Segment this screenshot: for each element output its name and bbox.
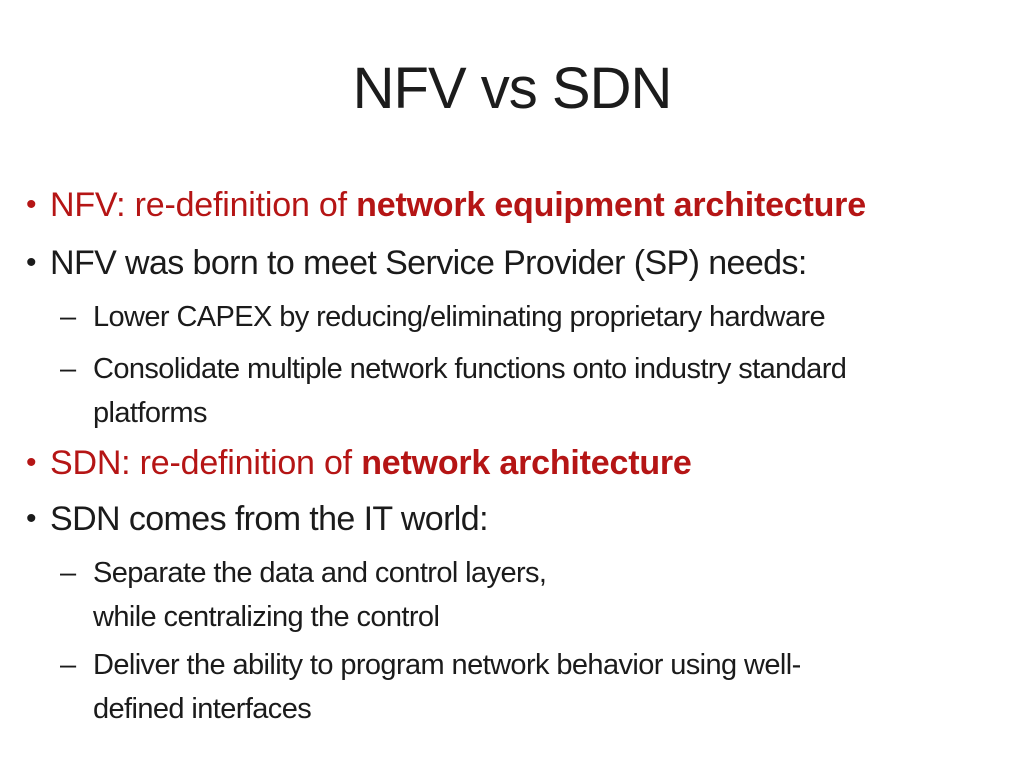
bullet-text	[50, 183, 866, 227]
bullet-text	[93, 551, 546, 639]
bullet-dot-marker: •	[26, 187, 37, 221]
bullet-dot-marker: •	[26, 445, 37, 479]
text-segment: Consolidate multiple network functions onto industry standard	[93, 352, 847, 385]
text-segment: Deliver the ability to program network behavior using well-	[93, 648, 801, 681]
bullet-text	[93, 347, 846, 435]
text-segment: Separate the data and control layers,	[93, 556, 547, 589]
subbullet-consolidate	[60, 347, 1004, 435]
bullet-text	[50, 497, 488, 541]
dash-marker: –	[60, 352, 76, 385]
text-segment-bold: network equipment architecture	[356, 185, 866, 224]
bullet-text	[50, 241, 807, 285]
bullet-text	[93, 643, 801, 731]
slide-title: NFV vs SDN	[352, 56, 672, 121]
text-segment: SDN comes from the IT world:	[50, 499, 488, 538]
text-segment: while centralizing the control	[93, 600, 440, 633]
text-segment-bold: network architecture	[361, 443, 692, 482]
dash-marker: –	[60, 556, 76, 589]
bullet-text	[93, 295, 825, 339]
text-segment: Lower CAPEX by reducing/eliminating proprietary hardware	[93, 300, 826, 333]
text-segment: platforms	[93, 396, 207, 429]
subbullet-deliver-ability	[60, 643, 1004, 731]
bullet-dot-marker: •	[26, 245, 37, 279]
bullet-dot-marker: •	[26, 501, 37, 535]
slide-body	[0, 183, 1024, 731]
subbullet-lower-capex	[60, 295, 1004, 339]
bullet-text	[50, 441, 692, 485]
dash-marker: –	[60, 648, 76, 681]
subbullet-separate-layers	[60, 551, 1004, 639]
dash-marker: –	[60, 300, 76, 333]
text-segment: defined interfaces	[93, 692, 312, 725]
text-segment: NFV was born to meet Service Provider (SP) needs:	[50, 243, 807, 282]
text-segment: SDN: re-definition of	[50, 443, 362, 482]
bullet-nfv-redefinition	[26, 183, 1004, 227]
bullet-sdn-it-world	[26, 497, 1004, 541]
bullet-sdn-redefinition	[26, 441, 1004, 485]
bullet-nfv-born	[26, 241, 1004, 285]
text-segment: NFV: re-definition of	[50, 185, 357, 224]
